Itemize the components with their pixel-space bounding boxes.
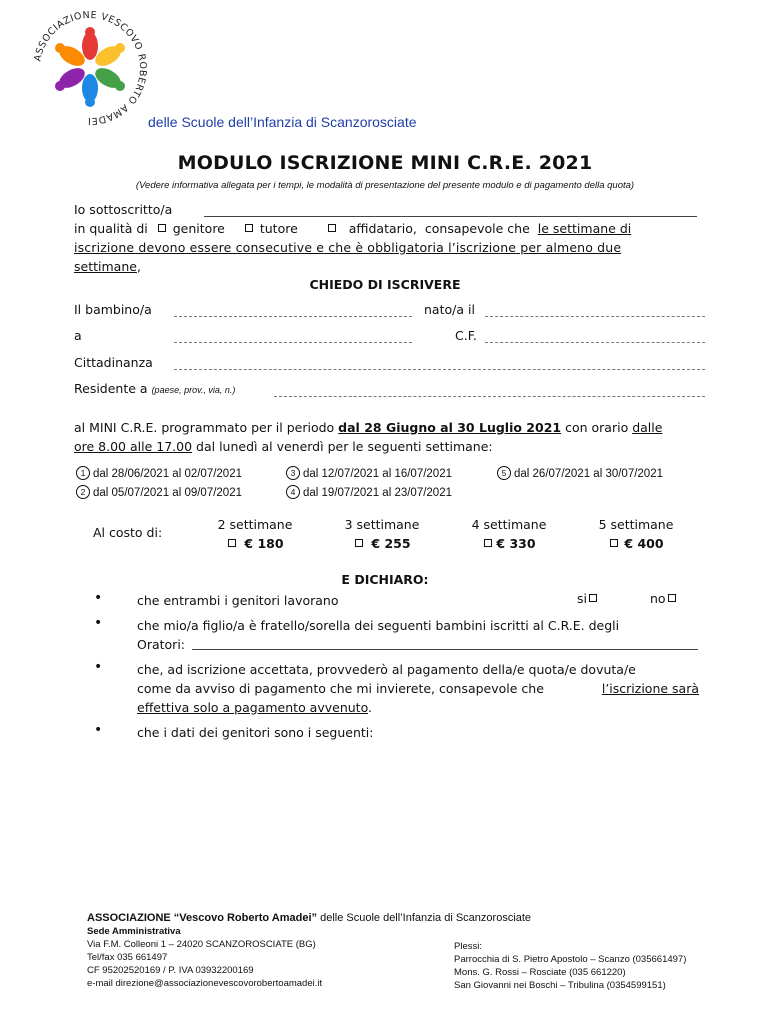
week-5[interactable] <box>497 466 663 480</box>
nato-label: nato/a il <box>424 302 475 317</box>
no-checkbox[interactable] <box>668 594 676 602</box>
residente-field[interactable] <box>274 396 705 397</box>
week-4-dates: dal 19/07/2021 al 23/07/2021 <box>303 487 452 499</box>
cf-field[interactable] <box>485 342 705 343</box>
footer-cf: CF 95202520169 / P. IVA 03932200169 <box>87 965 254 976</box>
genitore-label: genitore <box>172 221 225 236</box>
luogo-label: a <box>74 328 82 343</box>
sottoscritto-label: Io sottoscritto/a <box>74 202 173 217</box>
periodo-dates: dal 28 Giugno al 30 Luglio 2021 <box>338 420 562 435</box>
cost-option-2-price: € 180 <box>244 536 284 551</box>
nato-field[interactable] <box>485 316 705 317</box>
settimane-line-3 <box>74 259 141 274</box>
residente-row <box>74 381 235 396</box>
periodo-text-3: dal lunedì al venerdì per le seguenti settimane: <box>196 439 493 454</box>
pagamento-line-2 <box>137 679 699 698</box>
affidatario-checkbox[interactable] <box>328 224 336 232</box>
cittadinanza-field[interactable] <box>174 369 705 370</box>
si-label: si <box>577 591 587 606</box>
logo-ring-text: ASSOCIAZIONE VESCOVO ROBERTO AMADEI <box>32 9 149 127</box>
fratelli-text: che mio/a figlio/a è fratello/sorella dei seguenti bambini iscritti al C.R.E. degli <box>137 618 620 633</box>
cittadinanza-label: Cittadinanza <box>74 355 153 370</box>
cost-option-4-price: € 330 <box>496 536 536 551</box>
cost-option-5[interactable] <box>576 515 696 553</box>
qualita-row <box>74 221 631 236</box>
footer-tel: Tel/fax 035 661497 <box>87 952 168 963</box>
periodo-line-2 <box>74 439 493 454</box>
pagamento-dot: . <box>368 700 372 715</box>
footer-email[interactable]: e-mail direzione@associazionevescovorobertoamadei.it <box>87 978 323 989</box>
si-option[interactable] <box>577 591 600 606</box>
cost-option-4-checkbox[interactable] <box>484 539 492 547</box>
tutore-checkbox[interactable] <box>245 224 253 232</box>
residente-hint: (paese, prov., via, n.) <box>151 385 236 395</box>
cf-label: C.F. <box>455 328 477 343</box>
cost-option-5-weeks: 5 settimane <box>598 517 674 532</box>
genitore-checkbox[interactable] <box>158 224 166 232</box>
cost-option-3[interactable] <box>322 515 442 553</box>
footer-assoc-rest: delle Scuole dell’Infanzia di Scanzorosciate <box>317 912 532 924</box>
footer-sede: Sede Amministrativa <box>87 926 181 937</box>
footer-plessi-label: Plessi: <box>454 941 482 952</box>
informativa-note: (Vedere informativa allegata per i tempi, le modalità di presentazione del presente modulo e di pagamento della quota) <box>135 180 635 191</box>
dichiaro-heading: E DICHIARO: <box>341 572 429 587</box>
periodo-text-2: con orario <box>565 420 629 435</box>
bullet-3: • <box>94 659 103 675</box>
chiedo-heading: CHIEDO DI ISCRIVERE <box>309 277 461 292</box>
header-subtitle: delle Scuole dell’Infanzia di Scanzorosciate <box>148 114 417 130</box>
week-3-number: 3 <box>286 466 300 480</box>
association-logo <box>30 8 150 128</box>
week-4-number: 4 <box>286 485 300 499</box>
no-option[interactable] <box>650 591 679 606</box>
cost-option-2-checkbox[interactable] <box>228 539 236 547</box>
footer-plesso-1: Parrocchia di S. Pietro Apostolo – Scanzo (035661497) <box>454 954 687 965</box>
affidatario-label: affidatario, <box>348 221 417 236</box>
week-1[interactable] <box>76 466 242 480</box>
settimane-underlined-1: le settimane di <box>537 221 632 236</box>
oratori-field[interactable] <box>192 649 698 650</box>
luogo-field[interactable] <box>174 342 412 343</box>
settimane-underlined-2: iscrizione devono essere consecutive e che è obbligatoria l’iscrizione per almeno due <box>74 240 622 255</box>
bambino-label: Il bambino/a <box>74 302 152 317</box>
oratori-label: Oratori: <box>137 637 186 652</box>
cost-option-3-price: € 255 <box>371 536 411 551</box>
footer-address: Via F.M. Colleoni 1 – 24020 SCANZOROSCIATE (BG) <box>87 939 316 950</box>
cost-option-4-weeks: 4 settimane <box>471 517 547 532</box>
cost-option-5-price: € 400 <box>624 536 664 551</box>
week-3[interactable] <box>286 466 452 480</box>
residente-label: Residente a <box>74 381 148 396</box>
settimane-underlined-3: settimane <box>74 259 137 274</box>
si-checkbox[interactable] <box>589 594 597 602</box>
dichiaro-item-1 <box>137 591 699 610</box>
week-1-number: 1 <box>76 466 90 480</box>
periodo-hours-a: dalle <box>632 420 663 435</box>
cost-option-5-checkbox[interactable] <box>610 539 618 547</box>
genitori-lavorano-text: che entrambi i genitori lavorano <box>137 593 339 608</box>
comma: , <box>136 259 141 274</box>
cost-option-3-weeks: 3 settimane <box>344 517 420 532</box>
bambino-field[interactable] <box>174 316 412 317</box>
week-2-number: 2 <box>76 485 90 499</box>
pagamento-text-3: effettiva solo a pagamento avvenuto <box>137 700 369 715</box>
dichiaro-item-3 <box>137 660 699 717</box>
dichiaro-item-4 <box>137 723 699 742</box>
footer-plesso-3: San Giovanni nei Boschi – Tribulina (0354599151) <box>454 980 666 991</box>
periodo-line-1 <box>74 420 662 435</box>
week-1-dates: dal 28/06/2021 al 02/07/2021 <box>93 468 242 480</box>
week-5-number: 5 <box>497 466 511 480</box>
week-5-dates: dal 26/07/2021 al 30/07/2021 <box>514 468 663 480</box>
pagamento-text-2b: l’iscrizione sarà <box>601 681 699 696</box>
page-title: MODULO ISCRIZIONE MINI C.R.E. 2021 <box>177 152 593 174</box>
logo-children-figures <box>55 27 125 107</box>
cost-option-2[interactable] <box>195 515 315 553</box>
footer-assoc-name: ASSOCIAZIONE “Vescovo Roberto Amadei” <box>87 912 318 924</box>
periodo-hours-b: ore 8.00 alle 17.00 <box>74 439 193 454</box>
week-4[interactable] <box>286 485 452 499</box>
qualita-label: in qualità di <box>74 221 148 236</box>
cost-option-2-weeks: 2 settimane <box>217 517 293 532</box>
pagamento-line-3 <box>137 698 699 717</box>
dati-genitori-text: che i dati dei genitori sono i seguenti: <box>137 725 374 740</box>
bullet-1: • <box>94 590 103 606</box>
bullet-4: • <box>94 722 103 738</box>
tutore-label: tutore <box>259 221 298 236</box>
footer-plesso-2: Mons. G. Rossi – Rosciate (035 661220) <box>454 967 626 978</box>
pagamento-text-2a: come da avviso di pagamento che mi invierete, consapevole che <box>137 681 544 696</box>
footer-plessi <box>454 940 686 992</box>
no-label: no <box>650 591 666 606</box>
cost-option-3-checkbox[interactable] <box>355 539 363 547</box>
sottoscritto-field[interactable] <box>204 216 697 217</box>
costo-label: Al costo di: <box>93 525 163 540</box>
pagamento-line-1: che, ad iscrizione accettata, provvederò al pagamento della/e quota/e dovuta/e <box>137 662 636 677</box>
week-2[interactable] <box>76 485 242 499</box>
bullet-2: • <box>94 615 103 631</box>
week-2-dates: dal 05/07/2021 al 09/07/2021 <box>93 487 242 499</box>
cost-option-4[interactable] <box>449 515 569 553</box>
periodo-text-1: al MINI C.R.E. programmato per il periodo <box>74 420 335 435</box>
consapevole-text: consapevole che <box>424 221 530 236</box>
week-3-dates: dal 12/07/2021 al 16/07/2021 <box>303 468 452 480</box>
